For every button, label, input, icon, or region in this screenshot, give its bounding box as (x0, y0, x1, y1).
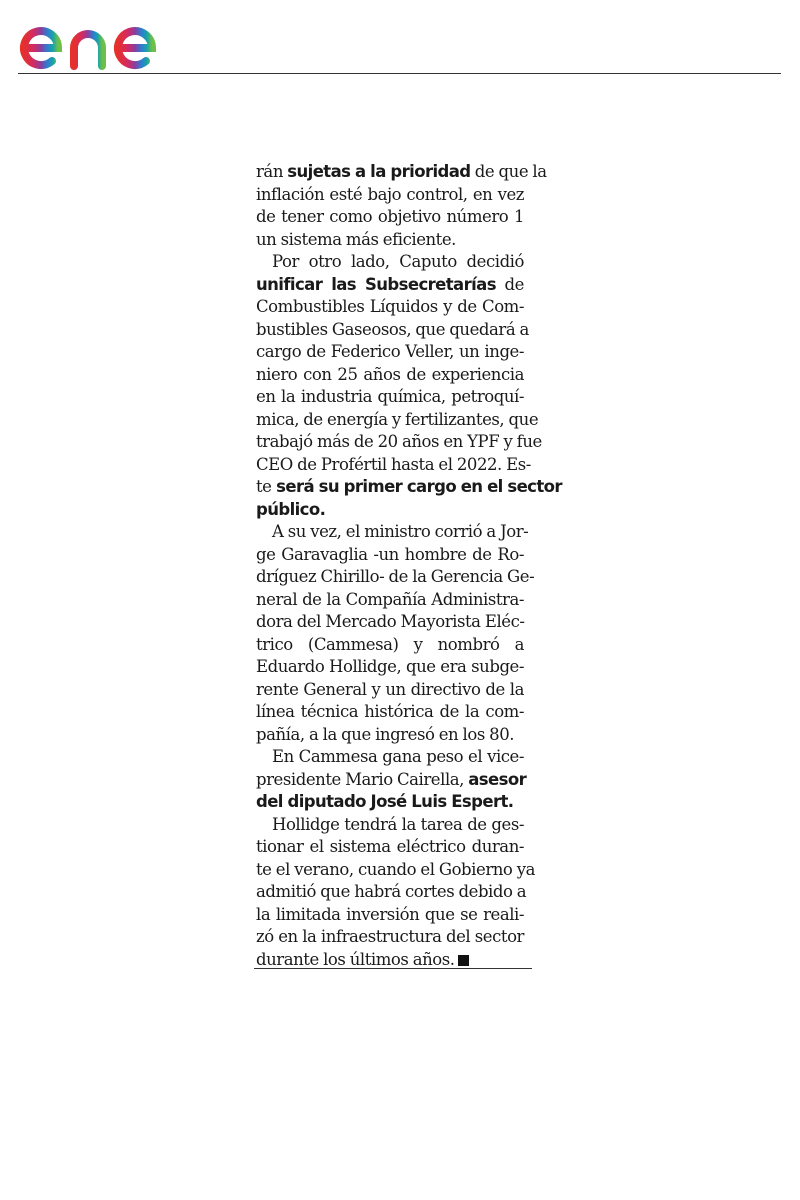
article-line (256, 836, 524, 859)
article-end-rule (254, 968, 532, 969)
body-text: ge Garavaglia -un hombre de Ro- (256, 544, 524, 564)
body-text: rente General y un directivo de la (256, 679, 524, 699)
article-line (256, 611, 524, 634)
body-text: bustibles Gaseosos, que quedará a (256, 319, 529, 339)
body-text: neral de la Compañía Administra- (256, 589, 524, 609)
article-line (256, 566, 535, 589)
article-paragraph (256, 521, 535, 746)
article-line (256, 184, 524, 207)
body-text: línea técnica histórica de la com- (256, 702, 524, 721)
body-text: trico (Cammesa) y nombró a (256, 634, 524, 654)
body-text: dora del Mercado Mayorista Eléc- (256, 612, 525, 631)
body-text: la limitada inversión que se reali- (256, 904, 524, 924)
article-line (256, 814, 524, 837)
body-text: mica, de energía y fertilizantes, que (256, 409, 539, 429)
body-text: Combustibles Líquidos y de Com- (256, 297, 524, 316)
article-line (256, 251, 524, 274)
article-paragraph (256, 746, 527, 814)
bold-text: unificar las Subsecretarías (256, 274, 496, 294)
article-line (256, 634, 524, 657)
article-line (256, 364, 524, 387)
article-line (256, 431, 542, 454)
body-text: inflación esté bajo control, en vez (256, 184, 524, 204)
article-line (256, 319, 529, 342)
body-text: rán (256, 162, 288, 181)
article-line (256, 904, 524, 927)
bold-text: será su primer cargo en el sector (271, 477, 562, 496)
article-line (256, 229, 524, 252)
article-line (256, 544, 524, 567)
body-text: te el verano, cuando el Gobierno ya (256, 859, 535, 879)
body-text: un sistema más eficiente. (256, 229, 456, 249)
article-column (256, 161, 562, 971)
body-text: de que la (470, 162, 547, 181)
article-paragraph (256, 161, 547, 251)
article-line (256, 881, 527, 904)
body-text: te (256, 477, 272, 496)
article-line (256, 746, 524, 769)
body-text: A su vez, el ministro corrió a Jor- (272, 522, 529, 541)
article-paragraph (256, 251, 562, 521)
body-text: CEO de Profértil hasta el 2022. Es- (256, 454, 531, 474)
body-text: de (495, 274, 524, 294)
body-text: en la industria química, petroquí- (256, 387, 524, 406)
bold-text: sujetas a la prioridad (287, 162, 471, 181)
bold-text: público. (256, 499, 326, 519)
article-line (256, 926, 524, 949)
body-text: Por otro lado, Caputo decidió (272, 252, 524, 271)
article-line (256, 454, 531, 477)
article-line (256, 296, 524, 319)
body-text: de tener como objetivo número 1 (256, 207, 524, 226)
article-line (256, 499, 524, 522)
article-paragraph (256, 814, 535, 972)
body-text: dríguez Chirillo- de la Gerencia Ge- (256, 567, 535, 586)
article-line (256, 206, 524, 229)
body-text: admitió que habrá cortes debido a (256, 882, 527, 901)
body-text: trabajó más de 20 años en YPF y fue (256, 432, 542, 451)
header-divider (18, 73, 781, 74)
article-line (256, 274, 524, 297)
article-line (256, 769, 527, 792)
article-line (256, 476, 562, 499)
bold-text: asesor (468, 769, 527, 789)
article-line (256, 386, 524, 409)
body-text: zó en la infraestructura del sector (256, 927, 524, 946)
body-text: En Cammesa gana peso el vice- (272, 747, 524, 766)
article-line (256, 724, 524, 747)
article-line (256, 341, 524, 364)
article-line (256, 859, 535, 882)
article-line (256, 409, 539, 432)
body-text: Eduardo Hollidge, que era subge- (256, 657, 524, 676)
bold-text: del diputado José Luis Espert. (256, 792, 514, 811)
body-text: tionar el sistema eléctrico duran- (256, 837, 524, 856)
enel-logo (18, 4, 198, 72)
article-line (256, 589, 524, 612)
article-line (256, 701, 524, 724)
article-line (256, 161, 547, 184)
article-line (256, 656, 524, 679)
body-text: pañía, a la que ingresó en los 80. (256, 724, 515, 744)
body-text: cargo de Federico Veller, un inge- (256, 342, 524, 361)
enel-logo-graphic (18, 4, 198, 72)
article-line (256, 679, 524, 702)
article-line (256, 791, 524, 814)
body-text: niero con 25 años de experiencia (256, 364, 524, 384)
end-of-article-mark (458, 955, 469, 966)
body-text: durante los últimos años. (256, 949, 455, 969)
body-text: presidente Mario Cairella, (256, 769, 469, 789)
body-text: Hollidge tendrá la tarea de ges- (272, 814, 524, 834)
article-line (256, 521, 529, 544)
